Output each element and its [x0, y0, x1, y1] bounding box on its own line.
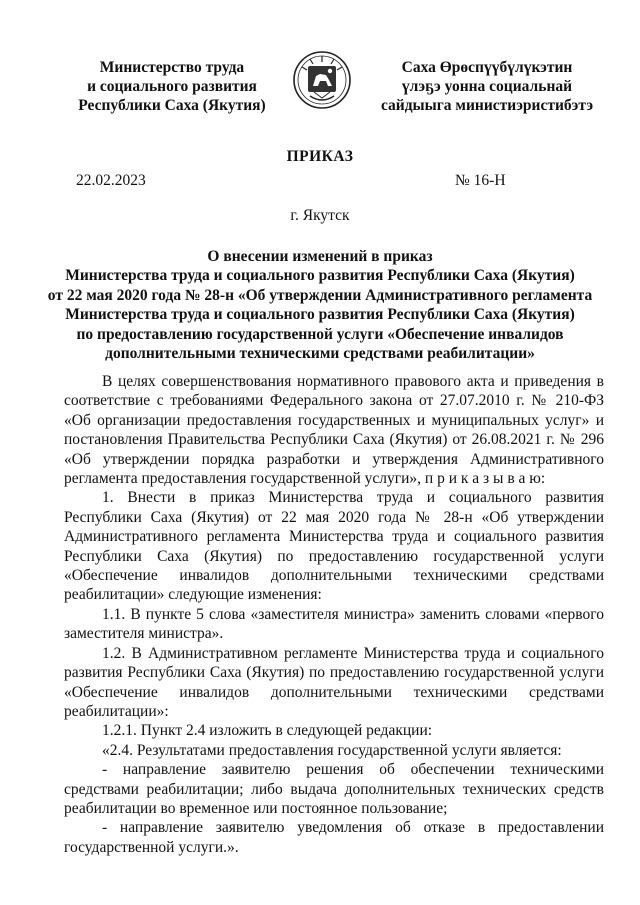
subject-line: Министерства труда и социального развития Республики Саха (Якутия) — [65, 306, 575, 324]
document-date: 22.02.2023 — [76, 172, 146, 189]
subject-line: дополнительными техническими средствами реабилитации» — [105, 345, 535, 363]
ministry-name-russian — [62, 58, 282, 115]
ministry-name-line: Саха Өрөспүүбүлүкэтин — [401, 59, 573, 76]
document-title: ПРИКАЗ — [286, 148, 354, 165]
subject-line: Министерства труда и социального развития Республики Саха (Якутия) — [65, 267, 575, 285]
ministry-name-line: сайдыыга министиэристибэтэ — [380, 97, 594, 114]
body-paragraph: В целях совершенствования нормативного правового акта и приведения в соответствие с требованиями Федерального закона от 27.07.2010 г. № 210-ФЗ «Об организации предоставления государственных и муниципальных услуг» и постановления Правительства Республики Саха (Якутия) от 26.08.2021 г. № 296 «Об утверждении порядка разработки и утверждения Административного регламента предоставления государственной услуги», п р и к а з ы в а ю: — [64, 373, 604, 488]
document-number: № 16-Н — [455, 172, 506, 189]
subject-line: О внесении изменений в приказ — [207, 248, 433, 265]
order-subject — [40, 247, 600, 363]
subject-line: от 22 мая 2020 года № 28-н «Об утверждении Административного регламента — [47, 286, 593, 304]
document-city: г. Якутск — [290, 207, 350, 224]
body-paragraph: - направление заявителю решения об обеспечении техническими средствами реабилитации; либо выдача дополнительных технических средств реабилитации во временное или постоянное пользование; — [64, 761, 604, 817]
body-paragraph: 1.2.1. Пункт 2.4 изложить в следующей редакции: — [102, 722, 433, 740]
ministry-name-line: Республики Саха (Якутия) — [78, 97, 266, 114]
ministry-name-line: и социального развития — [87, 78, 257, 95]
subject-line: по предоставлению государственной услуги «Обеспечение инвалидов — [76, 325, 564, 343]
body-paragraph: 1. Внести в приказ Министерства труда и социального развития Республики Саха (Якутия) от 22 мая 2020 года № 28-н «Об утверждении Административного регламента Министерства труда и социального развития Республики Саха (Якутия) по предоставлению государственной услуги «Обеспечение инвалидов дополнительными техническими средствами реабилитации» следующие изменения: — [64, 489, 604, 604]
body-paragraph: - направление заявителю уведомления об отказе в предоставлении государственной услуги.». — [64, 819, 604, 856]
order-body — [64, 372, 604, 857]
coat-of-arms-icon — [292, 50, 352, 110]
ministry-name-line: үлэҕэ уонна социальнай — [401, 78, 573, 95]
body-paragraph: 1.1. В пункте 5 слова «заместителя министра» заменить словами «первого заместителя министра». — [64, 605, 604, 643]
body-paragraph: «2.4. Результатами предоставления государственной услуги является: — [102, 741, 562, 759]
ministry-name-line: Министерство труда — [99, 59, 245, 76]
ministry-name-yakut — [362, 58, 612, 115]
body-paragraph: 1.2. В Административном регламенте Министерства труда и социального развития Республики Саха (Якутия) по предоставлению государственной услуги «Обеспечение инвалидов дополнительными техническими средствами реабилитации»: — [64, 644, 604, 720]
